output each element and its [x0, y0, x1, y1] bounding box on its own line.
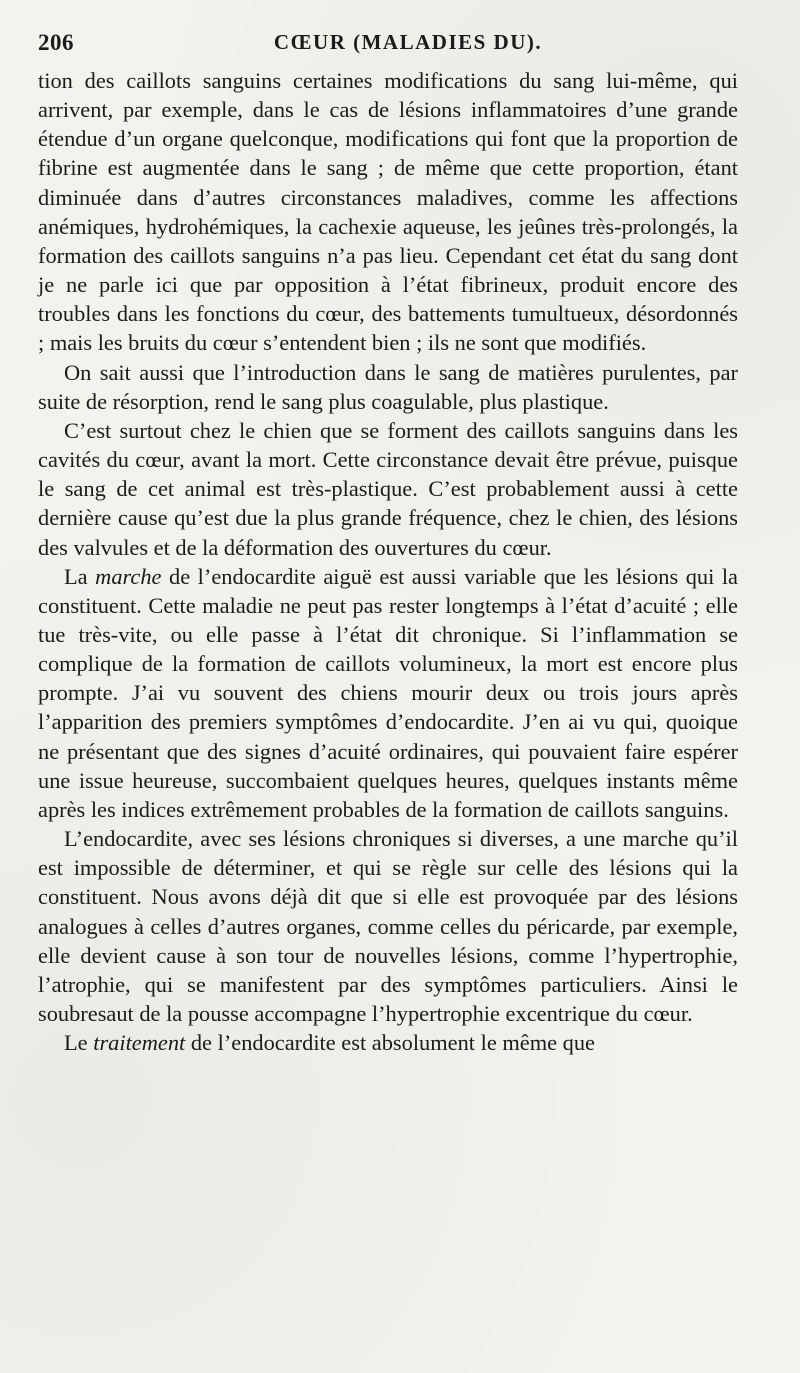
italic-term: marche	[95, 563, 162, 589]
paragraph-text: C’est surtout chez le chien que se forment des caillots sanguins dans les cavités du cœur, avant la mort. Cette circonstance devait être prévue, puisque le sang de cet animal est très-plastique. C’est probablement aussi à cette dernière cause qu’est due la plus grande fréquence, chez le chien, des lésions des valvules et de la déformation des ouvertures du cœur.	[38, 417, 738, 560]
paragraph-3	[38, 416, 738, 562]
running-head	[38, 28, 738, 60]
paragraph-4	[38, 562, 738, 824]
paragraph-text: tion des caillots sanguins certaines modifications du sang lui-même, qui arrivent, par exemple, dans le cas de lésions inflammatoires d’une grande étendue d’un organe quelconque, modifications qui font que la proportion de fibrine est augmentée dans le sang ; de même que cette proportion, étant diminuée dans d’autres circonstances maladives, comme les affections anémiques, hydrohémiques, la cachexie aqueuse, les jeûnes très-prolongés, la formation des caillots sanguins n’a pas lieu. Cependant cet état du sang dont je ne parle ici que par opposition à l’état fibrineux, produit encore des troubles dans les fonctions du cœur, des battements tumultueux, désordonnés ; mais les bruits du cœur s’entendent bien ; ils ne sont que modifiés.	[38, 68, 738, 356]
body-text	[38, 66, 738, 1057]
paragraph-text: La	[64, 563, 96, 589]
page-number: 206	[38, 30, 74, 55]
italic-term: traitement	[93, 1030, 186, 1056]
paragraph-text: Le	[64, 1030, 94, 1056]
paragraph-6	[38, 1028, 738, 1057]
paragraph-text: de l’endocardite est absolument le même que	[185, 1030, 595, 1056]
paragraph-text: de l’endocardite aiguë est aussi variable que les lésions qui la constituent. Cette maladie ne peut pas rester longtemps à l’état d’acuité ; elle tue très-vite, ou elle passe à l’état dit chronique. Si l’inflammation se complique de la formation de caillots volumineux, la mort est encore plus prompte. J’ai vu souvent des chiens mourir deux ou trois jours après l’apparition des premiers symptômes d’endocardite. J’en ai vu qui, quoique ne présentant que des signes d’acuité ordinaires, qui pouvaient faire espérer une issue heureuse, succombaient quelques heures, quelques instants même après les indices extrêmement probables de la formation de caillots sanguins.	[38, 563, 738, 822]
paragraph-5	[38, 824, 738, 1028]
running-title: CŒUR (MALADIES DU).	[273, 30, 543, 54]
paragraph-2	[38, 358, 738, 416]
paragraph-1	[38, 66, 738, 358]
paragraph-text: L’endocardite, avec ses lésions chroniques si diverses, a une marche qu’il est impossible de déterminer, et qui se règle sur celle des lésions qui la constituent. Nous avons déjà dit que si elle est provoquée par des lésions analogues à celles d’autres organes, comme celles du péricarde, par exemple, elle devient cause à son tour de nouvelles lésions, comme l’hypertrophie, l’atrophie, qui se manifestent par des symptômes particuliers. Ainsi le soubresaut de la pousse accompagne l’hypertrophie excentrique du cœur.	[38, 826, 738, 1026]
paragraph-text: On sait aussi que l’introduction dans le sang de matières purulentes, par suite de résorption, rend le sang plus coagulable, plus plastique.	[38, 359, 738, 414]
